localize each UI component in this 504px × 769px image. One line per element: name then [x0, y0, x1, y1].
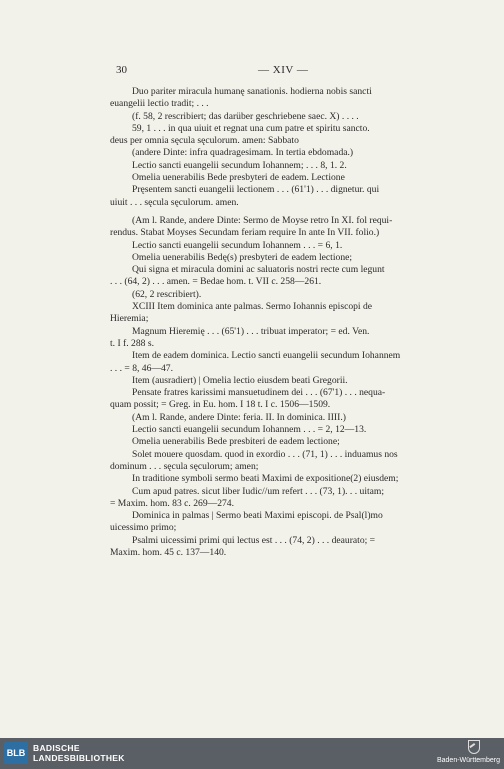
text-line: Qui signa et miracula domini ac saluatoris nostri recte cum legunt	[132, 264, 385, 276]
library-name-line1: BADISCHE	[33, 743, 80, 753]
text-line: Omelia uenerabilis Bedę(s) presbyteri de eadem lectione;	[132, 251, 353, 263]
text-line: Omelia uenerabilis Bede presbiteri de eadem lectione;	[132, 436, 340, 448]
text-line: Lectio sancti euangelii secundum Iohannem . . . = 2, 12—13.	[132, 424, 367, 436]
text-line: = Maxim. hom. 83 c. 269—274.	[110, 497, 234, 509]
page-number: 30	[116, 64, 127, 76]
text-line: quam possit; = Greg. in Eu. hom. I 18 t. I c. 1506—1509.	[110, 399, 331, 411]
text-line: Magnum Hieremię . . . (65'1) . . . tribuat imperator; = ed. Ven.	[132, 325, 370, 337]
text-line: Duo pariter miracula humanę sanationis. hodierna nobis sancti	[132, 86, 372, 97]
text-line: Item (ausradiert) | Omelia lectio eiusdem beati Gregorii.	[132, 374, 348, 386]
text-line: (andere Dinte: infra quadragesimam. In tertia ebdomada.)	[132, 147, 354, 159]
text-line: Solet mouere quosdam. quod in exordio . . . (71, 1) . . . induamus nos	[132, 448, 398, 460]
text-line: . . . (64, 2) . . . amen. = Bedae hom. t. VII c. 258—261.	[110, 276, 322, 288]
text-line: . . . = 8, 46—47.	[110, 362, 173, 374]
text-line: t. I f. 288 s.	[110, 337, 154, 349]
text-line: euangelii lectio tradit; . . .	[110, 98, 209, 110]
blb-logo-icon: BLB	[4, 742, 28, 764]
text-line: Dominica in palmas | Sermo beati Maximi episcopi. de Psal(l)mo	[132, 510, 383, 522]
text-line: (Am l. Rande, andere Dinte: Sermo de Moyse retro In XI. fol requi-	[132, 214, 393, 226]
text-line: rendus. Stabat Moyses Secundam feriam require In ante In VII. folio.)	[110, 227, 380, 239]
text-line: dominum . . . sęcula sęculorum; amen;	[110, 460, 259, 472]
text-line: Omelia uenerabilis Bede presbyteri de eadem. Lectione	[132, 172, 345, 184]
running-head: — XIV —	[258, 64, 309, 76]
text-line: 59, 1 . . . in qua uiuit et regnat una cum patre et spiritu sancto.	[132, 122, 370, 134]
text-line: (Am l. Rande, andere Dinte: feria. II. In dominica. IIII.)	[132, 411, 346, 423]
text-line: Pręsentem sancti euangelii lectionem . . . (61'1) . . . dignetur. qui	[132, 184, 380, 196]
text-line: Maxim. hom. 45 c. 137—140.	[110, 546, 227, 558]
text-line: XCIII Item dominica ante palmas. Sermo Iohannis episcopi de	[132, 301, 373, 313]
text-line: Psalmi uicessimi primi qui lectus est . . . (74, 2) . . . deaurato; =	[132, 534, 376, 546]
state-name: Baden-Württemberg	[436, 757, 500, 764]
text-line: deus per omnia sęcula sęculorum. amen: Sabbato	[110, 135, 299, 147]
text-line: (62, 2 rescribiert).	[132, 288, 202, 300]
library-name-line2: LANDESBIBLIOTHEK	[33, 753, 125, 763]
text-line: uicessimo primo;	[110, 522, 177, 534]
text-line: Pensate fratres karissimi mansuetudinem dei . . . (67'1) . . . nequa-	[132, 387, 386, 399]
text-line: uiuit . . . sęcula sęculorum. amen.	[110, 196, 239, 208]
library-name	[33, 743, 125, 763]
text-line: Cum apud patres. sicut liber Iudic//um refert . . . (73, 1). . . uitam;	[132, 485, 385, 497]
coat-of-arms-icon	[468, 740, 480, 754]
page-body	[110, 86, 448, 559]
text-line: Item de eadem dominica. Lectio sancti euangelii secundum Iohannem	[132, 350, 401, 362]
text-line: (f. 58, 2 rescribiert; das darüber geschriebene saec. X) . . . .	[132, 110, 359, 122]
text-line: Lectio sancti euangelii secundum Iohannem; . . . 8, 1. 2.	[132, 159, 347, 171]
text-line: In traditione symboli sermo beati Maximi de expositione(2) eiusdem;	[132, 473, 399, 485]
text-line: Lectio sancti euangelii secundum Iohannem . . . = 6, 1.	[132, 239, 343, 251]
page-header	[0, 64, 504, 78]
library-footer	[0, 738, 504, 769]
text-line: Hieremia;	[110, 313, 149, 325]
